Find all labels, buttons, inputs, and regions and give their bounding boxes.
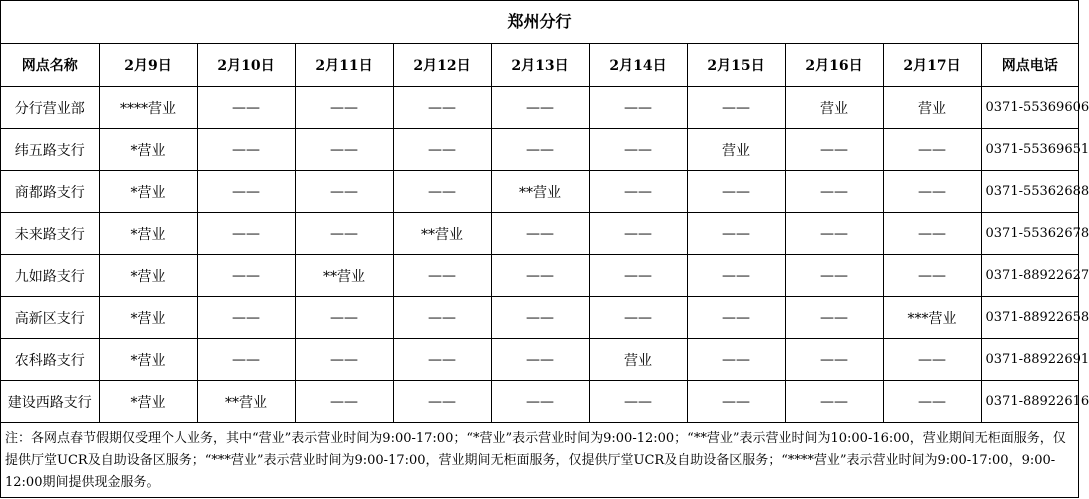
status-cell: —— (491, 297, 589, 339)
status-cell: *营业 (99, 297, 197, 339)
status-cell: —— (197, 339, 295, 381)
status-cell: —— (491, 255, 589, 297)
status-cell: —— (883, 339, 981, 381)
column-header: 2月15日 (687, 44, 785, 87)
status-cell: ****营业 (99, 87, 197, 129)
status-cell: —— (687, 171, 785, 213)
status-cell: *营业 (99, 339, 197, 381)
status-cell: 营业 (883, 87, 981, 129)
status-cell: *营业 (99, 381, 197, 423)
status-cell: —— (589, 171, 687, 213)
branch-name-cell: 高新区支行 (1, 297, 99, 339)
branch-name-cell: 未来路支行 (1, 213, 99, 255)
status-cell: —— (393, 171, 491, 213)
status-cell: —— (295, 213, 393, 255)
phone-cell: 0371-88922627 (981, 255, 1078, 297)
status-cell: —— (295, 339, 393, 381)
header-row (1, 44, 1078, 87)
status-cell: —— (197, 171, 295, 213)
status-cell: —— (295, 381, 393, 423)
phone-cell: 0371-55362688 (981, 171, 1078, 213)
status-cell: —— (589, 255, 687, 297)
column-header: 2月9日 (99, 44, 197, 87)
status-cell: 营业 (785, 87, 883, 129)
column-header: 2月10日 (197, 44, 295, 87)
table-row (1, 171, 1078, 213)
status-cell: —— (295, 129, 393, 171)
status-cell: —— (197, 297, 295, 339)
status-cell: —— (393, 255, 491, 297)
status-cell: —— (785, 213, 883, 255)
table-row (1, 339, 1078, 381)
phone-cell: 0371-88922658 (981, 297, 1078, 339)
status-cell: —— (491, 381, 589, 423)
status-cell: —— (785, 129, 883, 171)
status-cell: *营业 (99, 171, 197, 213)
phone-cell: 0371-55369606 (981, 87, 1078, 129)
status-cell: —— (883, 213, 981, 255)
status-cell: *营业 (99, 213, 197, 255)
status-cell: —— (589, 87, 687, 129)
status-cell: —— (197, 213, 295, 255)
table-row (1, 213, 1078, 255)
column-header: 网点名称 (1, 44, 99, 87)
branch-name-cell: 农科路支行 (1, 339, 99, 381)
status-cell: —— (393, 381, 491, 423)
status-cell: —— (687, 87, 785, 129)
status-cell: —— (393, 87, 491, 129)
table-row (1, 87, 1078, 129)
status-cell: —— (393, 339, 491, 381)
table-row (1, 255, 1078, 297)
status-cell: —— (687, 339, 785, 381)
status-cell: —— (785, 171, 883, 213)
status-cell: ***营业 (883, 297, 981, 339)
column-header: 2月16日 (785, 44, 883, 87)
status-cell: —— (883, 129, 981, 171)
status-cell: —— (491, 213, 589, 255)
column-header: 2月17日 (883, 44, 981, 87)
status-cell: —— (589, 297, 687, 339)
status-cell: —— (785, 255, 883, 297)
phone-cell: 0371-55362678 (981, 213, 1078, 255)
status-cell: *营业 (99, 129, 197, 171)
status-cell: —— (589, 213, 687, 255)
status-cell: —— (295, 87, 393, 129)
status-cell: —— (589, 381, 687, 423)
status-cell: —— (785, 339, 883, 381)
status-cell: —— (393, 129, 491, 171)
branch-name-cell: 纬五路支行 (1, 129, 99, 171)
phone-cell: 0371-55369651 (981, 129, 1078, 171)
column-header: 2月14日 (589, 44, 687, 87)
status-cell: —— (197, 87, 295, 129)
status-cell: **营业 (197, 381, 295, 423)
branch-name-cell: 建设西路支行 (1, 381, 99, 423)
column-header: 网点电话 (981, 44, 1078, 87)
footnote: 注：各网点春节假期仅受理个人业务，其中“营业”表示营业时间为9:00-17:00；“*营业”表示营业时间为9:00-12:00；“**营业”表示营业时间为10:00-16:00，营业期间无柜面服务，仅提供厅堂UCR及自助设备区服务；“***营业”表示营业时间为9:00-17:00，营业期间无柜面服务，仅提供厅堂UCR及自助设备区服务；“****营业”表示营业时间为9:00-17:00，9:00-12:00期间提供现金服务。 (5, 431, 1066, 490)
status-cell: *营业 (99, 255, 197, 297)
status-cell: —— (785, 297, 883, 339)
status-cell: —— (883, 381, 981, 423)
status-cell: —— (491, 87, 589, 129)
table-row (1, 381, 1078, 423)
schedule-table (1, 44, 1089, 423)
table-row (1, 129, 1078, 171)
status-cell: 营业 (687, 129, 785, 171)
status-cell: —— (687, 297, 785, 339)
branch-name-cell: 分行营业部 (1, 87, 99, 129)
branch-name-cell: 九如路支行 (1, 255, 99, 297)
status-cell: —— (295, 297, 393, 339)
column-header: 2月13日 (491, 44, 589, 87)
table-row (1, 297, 1078, 339)
status-cell: —— (393, 297, 491, 339)
status-cell: —— (491, 129, 589, 171)
status-cell: **营业 (491, 171, 589, 213)
status-cell: —— (491, 339, 589, 381)
status-cell: —— (197, 129, 295, 171)
status-cell: —— (687, 381, 785, 423)
status-cell: 营业 (589, 339, 687, 381)
column-header: 2月11日 (295, 44, 393, 87)
status-cell: —— (589, 129, 687, 171)
branch-name-cell: 商都路支行 (1, 171, 99, 213)
status-cell: **营业 (295, 255, 393, 297)
status-cell: —— (785, 381, 883, 423)
status-cell: **营业 (393, 213, 491, 255)
status-cell: —— (687, 255, 785, 297)
phone-cell: 0371-88922691 (981, 339, 1078, 381)
status-cell: —— (295, 171, 393, 213)
status-cell: —— (197, 255, 295, 297)
table-title: 郑州分行 (1, 1, 1078, 44)
status-cell: —— (883, 255, 981, 297)
status-cell: —— (883, 171, 981, 213)
phone-cell: 0371-88922616 (981, 381, 1078, 423)
table-body (1, 87, 1089, 423)
status-cell: —— (687, 213, 785, 255)
column-header: 2月12日 (393, 44, 491, 87)
